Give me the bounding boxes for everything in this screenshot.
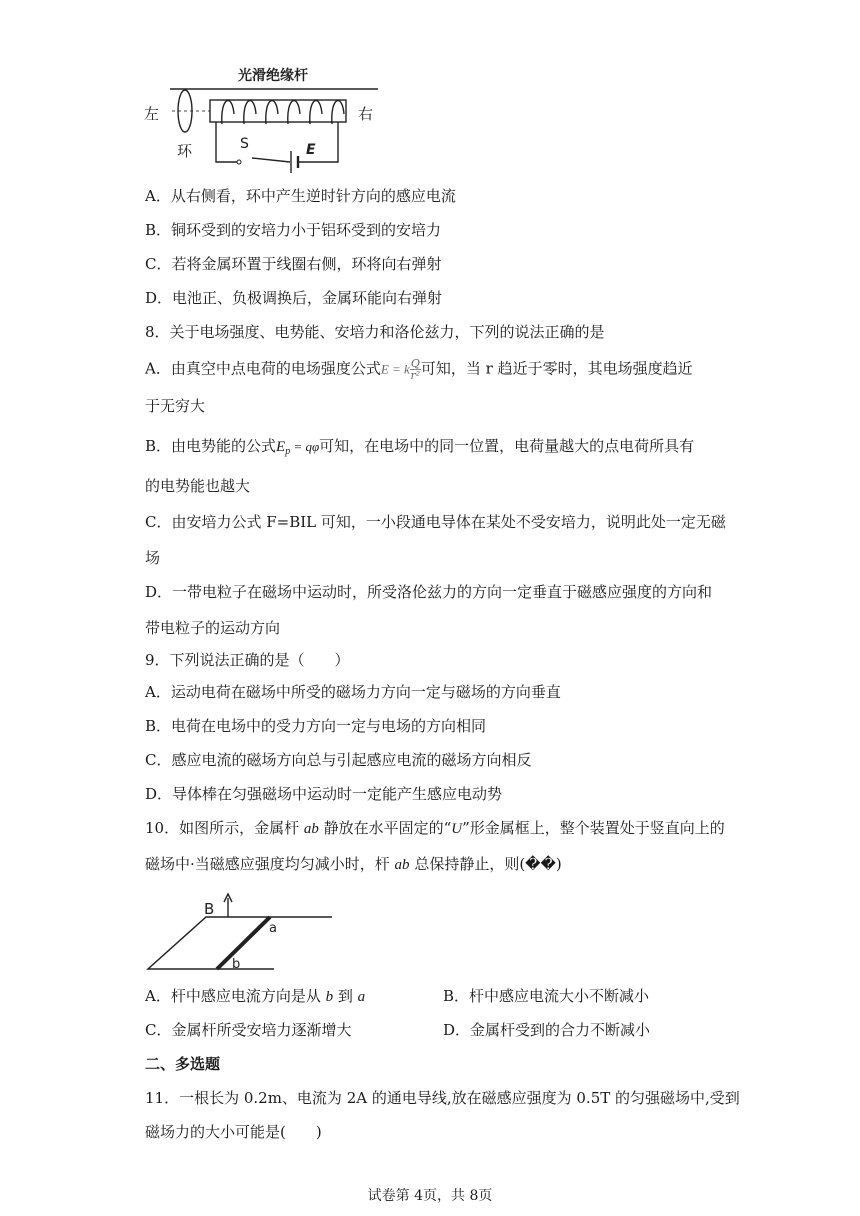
q10-l1-ab: ab	[303, 821, 319, 837]
section-heading-multiple-choice: 二、多选题	[145, 1055, 221, 1073]
q8-a-pre: A．由真空中点电荷的电场强度公式	[145, 359, 381, 378]
q8-option-a	[145, 358, 693, 381]
q8-a-fraction	[410, 358, 421, 381]
q8-b-post: 可知，在电场中的同一位置，电荷量越大的点电荷所具有	[319, 437, 695, 455]
q9-stem: 9．下列说法正确的是（ ）	[145, 651, 350, 669]
q10-l1-pre: 10．如图所示，金属杆	[145, 819, 304, 837]
q10-l1-mid: 静放在水平固定的“	[318, 819, 452, 837]
b-field-label: B	[204, 900, 215, 918]
q8-option-d: D．一带电粒子在磁场中运动时，所受洛伦兹力的方向一定垂直于磁感应强度的方向和	[145, 583, 713, 601]
q8-a-post: 可知，当 r 趋近于零时，其电场强度趋近	[420, 359, 693, 378]
q8-b-formula-sub: p	[285, 446, 291, 457]
q10-a-mid: 到	[333, 987, 358, 1005]
q10-l1-u: U	[451, 821, 463, 837]
q8-option-b	[145, 436, 694, 462]
q10-l2-post: 总保持静止，则(��)	[409, 855, 562, 873]
q7-option-b: B．铜环受到的安培力小于铝环受到的安培力	[145, 221, 442, 239]
q10-stem-line1	[145, 818, 725, 839]
q9-option-c: C．感应电流的磁场方向总与引起感应电流的磁场方向相反	[145, 751, 532, 769]
switch-label: S	[240, 136, 249, 152]
q9-option-d: D．导体棒在匀强磁场中运动时一定能产生感应电动势	[145, 785, 503, 803]
q10-a-pre: A．杆中感应电流方向是从	[145, 987, 326, 1005]
q8-stem: 8．关于电场强度、电势能、安培力和洛伦兹力，下列的说法正确的是	[145, 323, 605, 341]
q8-option-b-cont: 的电势能也越大	[145, 477, 251, 495]
q10-l2-ab: ab	[394, 857, 410, 873]
q10-a-b: b	[325, 989, 334, 1005]
battery-label: E	[306, 142, 316, 158]
q11-stem-line2: 磁场力的大小可能是( )	[145, 1123, 322, 1141]
q7-option-d: D．电池正、负极调换后，金属环能向右弹射	[145, 289, 443, 307]
q9-option-b: B．电荷在电场中的受力方向一定与电场的方向相同	[145, 717, 487, 735]
q8-option-a-cont: 于无穷大	[145, 397, 206, 415]
q7-option-a: A．从右侧看，环中产生逆时针方向的感应电流	[145, 187, 456, 205]
q10-l1-post: ”形金属框上，整个装置处于竖直向上的	[462, 819, 725, 837]
rod-label: 光滑绝缘杆	[238, 68, 308, 84]
ring-label: 环	[177, 142, 193, 160]
q8-option-d-cont: 带电粒子的运动方向	[145, 619, 281, 637]
u-frame-figure	[140, 892, 340, 976]
solenoid-ring-figure	[140, 62, 390, 174]
q8-b-formula-e: E	[276, 439, 286, 455]
q10-stem-line2	[145, 854, 562, 875]
q10-option-c: C．金属杆所受安培力逐渐增大	[145, 1021, 352, 1039]
q8-option-c-cont: 场	[145, 549, 161, 567]
switch-contact	[237, 160, 241, 164]
q9-option-a: A．运动电荷在磁场中所受的磁场力方向一定与磁场的方向垂直	[145, 683, 561, 701]
q8-a-formula-lhs: E = k	[380, 361, 410, 377]
right-label: 右	[358, 105, 374, 123]
q8-a-frac-num: Q	[410, 357, 420, 370]
q8-option-c: C．由安培力公式 F=BIL 可知，一小段通电导体在某处不受安培力，说明此处一定无磁	[145, 513, 726, 531]
q8-a-frac-den: r²	[410, 369, 421, 382]
q10-option-b: B．杆中感应电流大小不断减小	[443, 987, 650, 1005]
left-label: 左	[144, 105, 160, 123]
circuit-wire	[216, 122, 338, 162]
rod-end-b-label: b	[232, 957, 241, 972]
q10-option-a	[145, 986, 365, 1007]
metal-rod-ab	[217, 917, 270, 969]
rod-end-a-label: a	[269, 921, 277, 936]
page-footer: 试卷第 4页，共 8页	[367, 1188, 493, 1204]
q8-b-pre: B．由电势能的公式	[145, 437, 277, 455]
q7-option-c: C．若将金属环置于线圈右侧，环将向右弹射	[145, 255, 442, 273]
q10-a-a: a	[357, 989, 366, 1005]
solenoid-coil	[222, 101, 344, 124]
q8-b-formula-rhs: = qφ	[290, 439, 320, 454]
q11-stem-line1: 11．一根长为 0.2m、电流为 2A 的通电导线,放在磁感应强度为 0.5T 的匀强磁场中,受到	[145, 1089, 740, 1107]
q10-option-d: D．金属杆受到的合力不断减小	[443, 1021, 651, 1039]
q10-l2-pre: 磁场中·当磁感应强度均匀减小时，杆	[145, 855, 395, 873]
